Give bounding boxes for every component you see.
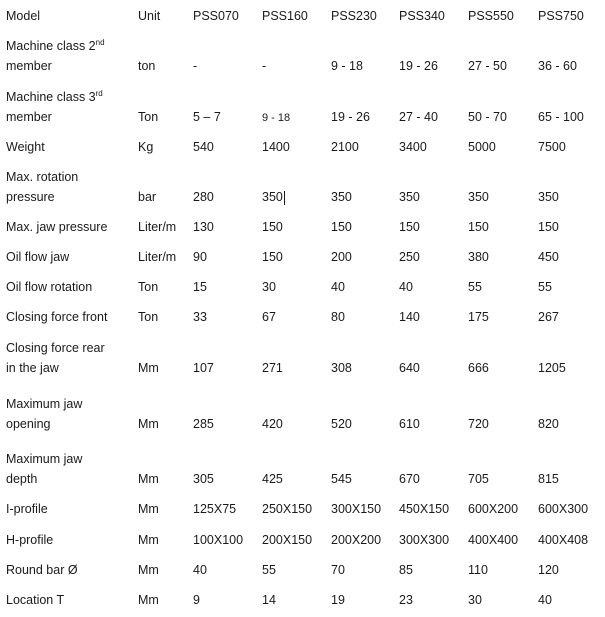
header-model: Model [6, 9, 41, 23]
row-label: Max. jaw pressure [6, 220, 108, 234]
row-label: Weight [6, 140, 45, 154]
row-value: 450 [538, 250, 559, 264]
row-value: 271 [262, 361, 283, 375]
row-label: Maximum jaw depth [6, 452, 83, 486]
row-value: 27 - 40 [399, 110, 438, 124]
row-label: Max. rotation pressure [6, 170, 79, 204]
row-value: 666 [468, 361, 489, 375]
row-value: 40 [399, 280, 413, 294]
row-value: 80 [331, 310, 345, 324]
row-value: 350 [331, 190, 352, 204]
row-value: 670 [399, 472, 420, 486]
row-unit: Mm [138, 417, 159, 431]
row-value: 350 [468, 190, 489, 204]
row-value: 125X75 [193, 502, 237, 516]
row-value: 33 [193, 310, 207, 324]
row-value: 15 [193, 280, 207, 294]
row-value: 40 [538, 593, 552, 607]
header-col: PSS750 [538, 9, 584, 23]
row-value: 280 [193, 190, 214, 204]
row-value: 150 [331, 220, 352, 234]
row-value: 545 [331, 472, 352, 486]
row-value: 9 [193, 593, 200, 607]
row-label: Closing force rear in the jaw [6, 341, 105, 375]
row-value: 540 [193, 140, 214, 154]
row-label: I-profile [6, 502, 48, 516]
row-value: 55 [262, 563, 276, 577]
row-value: 150 [399, 220, 420, 234]
row-value: 19 - 26 [331, 110, 370, 124]
row-value: 450X150 [399, 502, 450, 516]
row-value: 3400 [399, 140, 427, 154]
row-label: Maximum jaw opening [6, 397, 83, 431]
row-value: 705 [468, 472, 489, 486]
row-value: 120 [538, 563, 559, 577]
row-value: 308 [331, 361, 352, 375]
row-unit: Mm [138, 472, 159, 486]
row-value: 1400 [262, 140, 290, 154]
row-label: Round bar Ø [6, 563, 78, 577]
row-unit: Mm [138, 593, 159, 607]
row-unit: Mm [138, 361, 159, 375]
row-value: - [193, 59, 198, 73]
row-value: 150 [262, 220, 283, 234]
row-value: 350 [399, 190, 420, 204]
row-value: 100X100 [193, 533, 244, 547]
row-value: 420 [262, 417, 283, 431]
row-unit: Ton [138, 280, 159, 294]
row-value: 250X150 [262, 502, 313, 516]
row-value: 2100 [331, 140, 359, 154]
text-cursor [284, 191, 285, 205]
row-value: 380 [468, 250, 489, 264]
row-value: - [262, 59, 267, 73]
row-value: 305 [193, 472, 214, 486]
row-value: 720 [468, 417, 489, 431]
row-value: 50 - 70 [468, 110, 507, 124]
row-unit: Mm [138, 533, 159, 547]
row-value: 520 [331, 417, 352, 431]
row-value: 140 [399, 310, 420, 324]
row-unit: bar [138, 190, 157, 204]
row-value: 200X150 [262, 533, 313, 547]
row-unit: Liter/m [138, 250, 177, 264]
row-value: 5 – 7 [193, 110, 221, 124]
row-value: 150 [468, 220, 489, 234]
row-value: 40 [331, 280, 345, 294]
row-unit: Mm [138, 502, 159, 516]
row-value: 107 [193, 361, 214, 375]
header-unit: Unit [138, 9, 161, 23]
row-value: 110 [468, 563, 488, 577]
row-value: 425 [262, 472, 283, 486]
row-value: 23 [399, 593, 413, 607]
row-value: 350 [538, 190, 559, 204]
row-value: 90 [193, 250, 207, 264]
row-value: 67 [262, 310, 276, 324]
row-value: 300X300 [399, 533, 450, 547]
row-value: 36 - 60 [538, 59, 577, 73]
row-unit: Liter/m [138, 220, 177, 234]
row-value: 267 [538, 310, 559, 324]
row-label: Machine class 3rd member [6, 88, 103, 124]
row-value: 820 [538, 417, 559, 431]
row-unit: Kg [138, 140, 154, 154]
row-value: 85 [399, 563, 413, 577]
row-value: 7500 [538, 140, 566, 154]
row-value: 175 [468, 310, 489, 324]
row-unit: Mm [138, 563, 159, 577]
row-label: Oil flow jaw [6, 250, 70, 264]
row-value: 1205 [538, 361, 566, 375]
row-label: Closing force front [6, 310, 108, 324]
row-label: Location T [6, 593, 65, 607]
row-value: 30 [262, 280, 276, 294]
row-value: 150 [262, 250, 283, 264]
row-value: 70 [331, 563, 345, 577]
header-col: PSS230 [331, 9, 377, 23]
row-unit: Ton [138, 110, 159, 124]
row-value: 640 [399, 361, 420, 375]
row-value: 27 - 50 [468, 59, 507, 73]
row-value: 55 [538, 280, 552, 294]
row-value: 9 - 18 [331, 59, 363, 73]
row-value: 30 [468, 593, 482, 607]
row-unit: ton [138, 59, 156, 73]
row-value: 200X200 [331, 533, 382, 547]
row-value: 300X150 [331, 502, 382, 516]
row-value: 285 [193, 417, 214, 431]
row-value: 350 [262, 190, 283, 204]
row-value: 400X400 [468, 533, 519, 547]
row-value: 150 [538, 220, 559, 234]
row-value: 600X300 [538, 502, 589, 516]
row-value: 600X200 [468, 502, 519, 516]
row-value: 815 [538, 472, 559, 486]
row-value: 14 [262, 593, 276, 607]
row-value: 610 [399, 417, 420, 431]
header-col: PSS070 [193, 9, 239, 23]
row-value: 250 [399, 250, 420, 264]
row-value: 5000 [468, 140, 496, 154]
header-col: PSS340 [399, 9, 445, 23]
row-value: 40 [193, 563, 207, 577]
row-value: 400X408 [538, 533, 589, 547]
row-value: 19 - 26 [399, 59, 438, 73]
header-col: PSS160 [262, 9, 308, 23]
row-value: 9 - 18 [262, 112, 291, 124]
row-label: Oil flow rotation [6, 280, 93, 294]
row-value: 19 [331, 593, 345, 607]
row-value: 55 [468, 280, 482, 294]
row-value: 65 - 100 [538, 110, 584, 124]
row-value: 200 [331, 250, 352, 264]
row-label: H-profile [6, 533, 54, 547]
row-label: Machine class 2nd member [6, 37, 105, 73]
header-col: PSS550 [468, 9, 514, 23]
row-unit: Ton [138, 310, 159, 324]
row-value: 130 [193, 220, 214, 234]
